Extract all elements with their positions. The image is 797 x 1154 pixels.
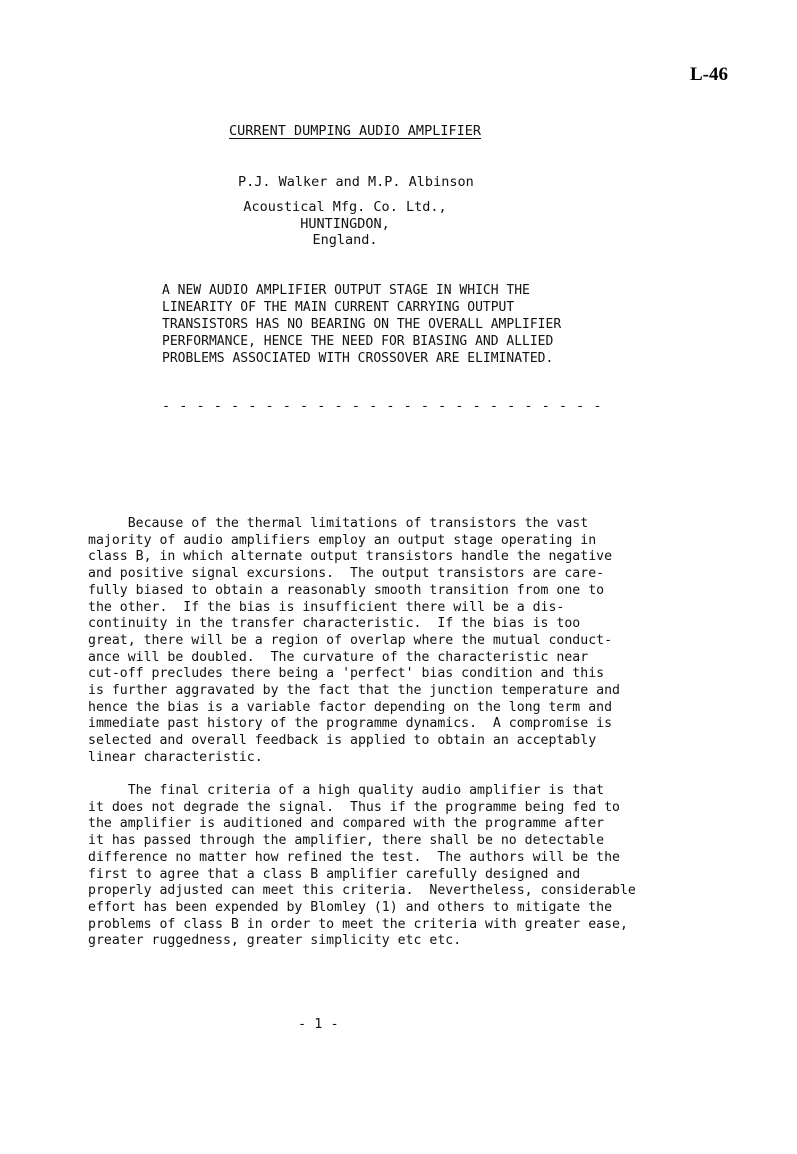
- affiliation-city: HUNTINGDON,: [300, 215, 390, 232]
- paper-title: CURRENT DUMPING AUDIO AMPLIFIER: [229, 123, 481, 139]
- body-paragraph-2: The final criteria of a high quality audio amplifier is that it does not degrade the signal. Thus if the programme being fed to the amplifier is auditioned and compared with the programme after it has passed through the amplifier, there shall be no detectable difference no matter how refined the test. The authors will be the first to agree that a class B amplifier carefully designed and properly adjusted can meet this criteria. Nevertheless, considerable effort has been expended by Blomley (1) and others to mitigate the problems of class B in order to meet the criteria with greater ease, greater ruggedness, greater simplicity etc etc.: [88, 783, 636, 949]
- body-paragraph-1: Because of the thermal limitations of transistors the vast majority of audio amplifiers employ an output stage operating in class B, in which alternate output transistors handle the negative and positive signal excursions. The output transistors are care- fully biased to obtain a reasonably smooth transition from one to the other. If the bias is insufficient there will be a dis- continuity in the transfer characteristic. If the bias is too great, there will be a region of overlap where the mutual conduct- ance will be doubled. The curvature of the characteristic near cut-off precludes there being a 'perfect' bias condition and this is further aggravated by the fact that the junction temperature and hence the bias is a variable factor depending on the long term and immediate past history of the programme dynamics. A compromise is selected and overall feedback is applied to obtain an acceptably linear characteristic.: [88, 516, 620, 765]
- paper-authors: P.J. Walker and M.P. Albinson: [238, 174, 474, 190]
- dashed-separator: - - - - - - - - - - - - - - - - - - - - - - - - - -: [162, 398, 603, 414]
- affiliation-country: England.: [312, 232, 378, 248]
- page-code: L-46: [690, 64, 728, 85]
- affiliation-block: [230, 199, 460, 249]
- affiliation-company: Acoustical Mfg. Co. Ltd.,: [243, 199, 447, 215]
- page-number: - 1 -: [298, 1016, 339, 1032]
- abstract: A NEW AUDIO AMPLIFIER OUTPUT STAGE IN WHICH THE LINEARITY OF THE MAIN CURRENT CARRYING OUTPUT TRANSISTORS HAS NO BEARING ON THE OVERALL AMPLIFIER PERFORMANCE, HENCE THE NEED FOR BIASING AND ALLIED PROBLEMS ASSOCIATED WITH CROSSOVER ARE ELIMINATED.: [162, 283, 562, 366]
